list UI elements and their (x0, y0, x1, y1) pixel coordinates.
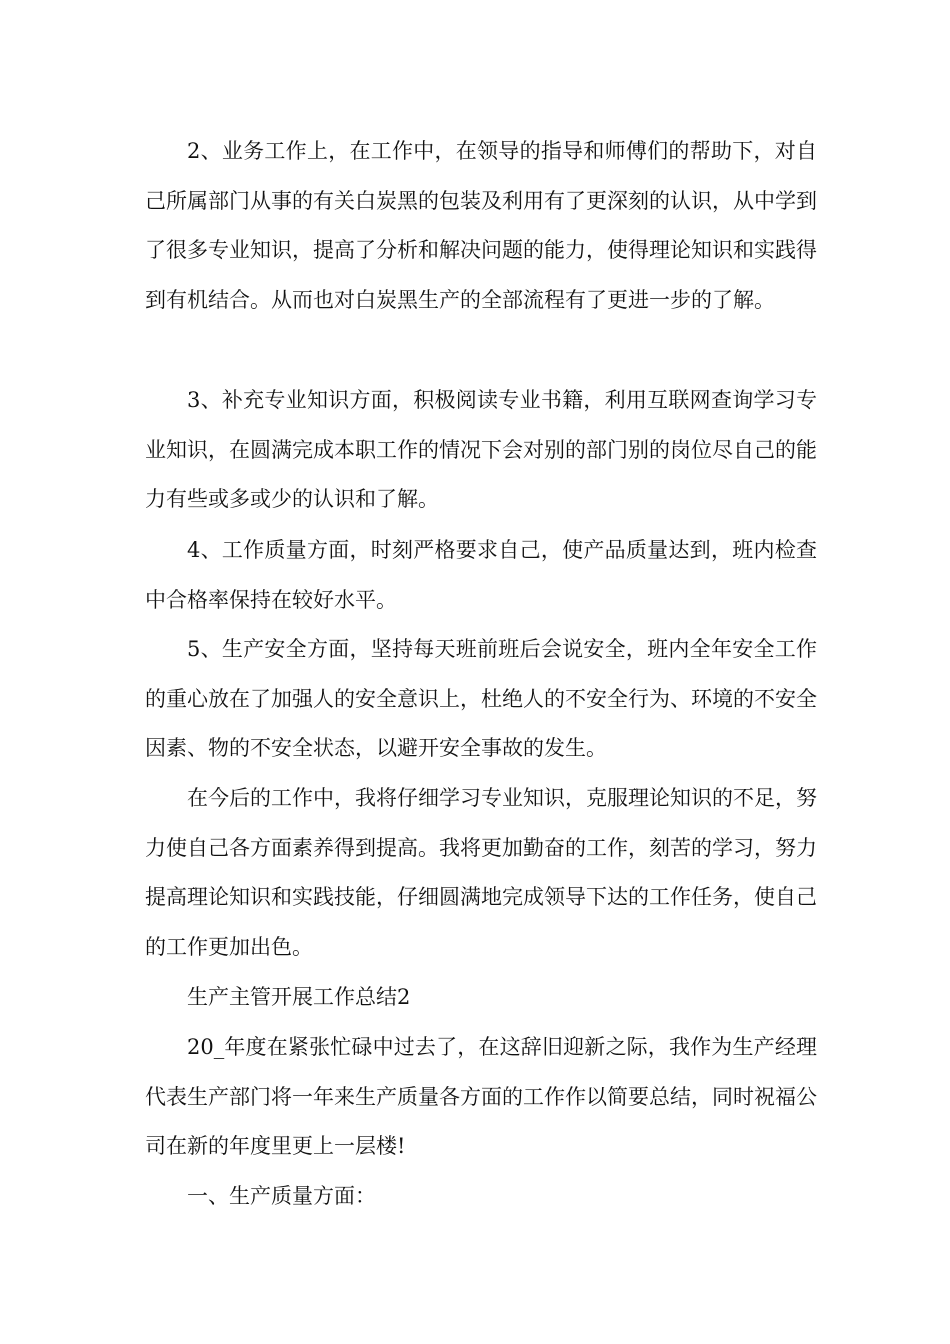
section-title: 生产主管开展工作总结2 (187, 985, 411, 1009)
paragraph-text: 5、生产安全方面，坚持每天班前班后会说安全，班内全年安全工作的重心放在了加强人的安全意识上，杜绝人的不安全行为、环境的不安全因素、物的不安全状态，以避开安全事故的发生。 (145, 637, 817, 760)
paragraph-4-production-safety (145, 625, 817, 774)
paragraph-2-professional-knowledge (145, 376, 817, 525)
paragraph-3-work-quality (145, 526, 817, 625)
paragraph-text: 20_年度在紧张忙碌中过去了，在这辞旧迎新之际，我作为生产经理代表生产部门将一年来生产质量各方面的工作作以简要总结，同时祝福公司在新的年度里更上一层楼! (145, 1035, 817, 1158)
paragraph-text: 在今后的工作中，我将仔细学习专业知识，克服理论知识的不足，努力使自己各方面素养得到提高。我将更加勤奋的工作，刻苦的学习，努力提高理论知识和实践技能，仔细圆满地完成领导下达的工作任务，使自己的工作更加出色。 (145, 786, 817, 959)
paragraph-text: 3、补充专业知识方面，积极阅读专业书籍，利用互联网查询学习专业知识，在圆满完成本职工作的情况下会对别的部门别的岗位尽自己的能力有些或多或少的认识和了解。 (145, 388, 817, 511)
paragraph-6-annual-summary (145, 1023, 817, 1172)
section-title: 一、生产质量方面： (187, 1184, 376, 1208)
paragraph-5-future-work (145, 774, 817, 972)
section-heading-production-quality (145, 1172, 817, 1222)
paragraph-text: 4、工作质量方面，时刻严格要求自己，使产品质量达到，班内检查中合格率保持在较好水平。 (145, 538, 817, 612)
section-heading-summary-2 (145, 973, 817, 1023)
paragraph-1-business-work (145, 127, 817, 325)
paragraph-text: 2、业务工作上，在工作中，在领导的指导和师傅们的帮助下，对自己所属部门从事的有关白炭黑的包装及利用有了更深刻的认识，从中学到了很多专业知识，提高了分析和解决问题的能力，使得理论知识和实践得到有机结合。从而也对白炭黑生产的全部流程有了更进一步的了解。 (145, 139, 817, 312)
